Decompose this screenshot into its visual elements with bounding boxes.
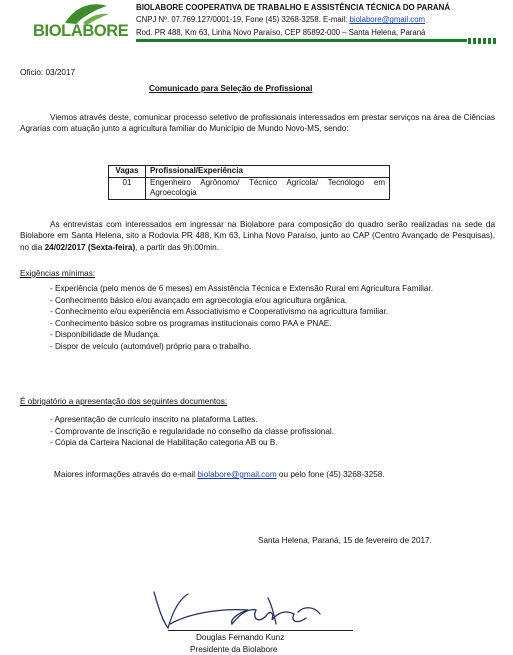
header-rule — [136, 39, 467, 42]
table-row — [109, 177, 390, 199]
interview-text-b: , a partir das 9h:00min. — [135, 242, 219, 252]
documents-heading: É obrigatório a apresentação dos seguintes documentos: — [20, 397, 228, 406]
requirements-heading: Exigências mínimas: — [20, 269, 96, 278]
info-email-link[interactable]: biolabore@gmail.com — [197, 470, 277, 479]
interview-date: 24/02/2017 (Sexta-feira) — [44, 242, 136, 252]
list-item: - Conhecimento básico sobre os programas institucionais como PAA e PNAE. — [50, 318, 332, 328]
list-item: - Disponibilidade de Mudança. — [50, 330, 161, 340]
contact-info — [54, 469, 385, 480]
documents-list — [20, 414, 495, 449]
interview-paragraph — [20, 219, 495, 253]
header-email-link[interactable]: biolabore@gmail.com — [349, 15, 426, 25]
interview-text-a: As entrevistas com interessados em ingressar na Biolabore para composição do quadro serão realizadas na sede da Biolabore em Santa Helena, sito a Rodovia PR 488, Km 63, Linha Novo Paraíso, junto ao CAP (Centro Avançado de Pesquisas), no dia — [20, 220, 495, 252]
biolabore-logo — [33, 3, 133, 43]
list-item: - Experiência (pelo menos de 6 meses) em Assistência Técnica e Extensão Rural em Agricultura Familiar. — [50, 284, 434, 293]
cell-profissional: Engenheiro Agrônomo/ Técnico Agrícola/ Tecnólogo em Agroecologia — [146, 177, 390, 199]
signer-name: Douglas Fernando Kunz — [196, 633, 285, 642]
signature-line — [168, 630, 353, 631]
list-item: - Apresentação de currículo inscrito na plataforma Lattes. — [50, 415, 258, 424]
letterhead-info — [136, 2, 496, 39]
contact-line — [136, 14, 496, 26]
address-line: Rod. PR 488, Km 63, Linha Novo Paraíso, CEP 85892-000 – Santa Helena, Paraná — [136, 27, 426, 37]
signer-role: Presidente da Biolabore — [190, 645, 278, 654]
table-header-row — [109, 166, 390, 178]
list-item: - Dispor de veículo (automóvel) próprio para o trabalho. — [50, 341, 252, 351]
document-date: Santa Helena, Paraná, 15 de fevereiro de 2017. — [258, 536, 432, 545]
header-vagas: Vagas — [109, 166, 146, 178]
header-profissional: Profissional/Experiência — [146, 166, 390, 178]
cell-vagas: 01 — [109, 177, 146, 199]
document-title: Comunicado para Seleção de Profissional — [149, 84, 313, 93]
header-stripes — [468, 38, 498, 44]
cnpj-phone: CNPJ Nº. 07.769.127/0001-19, Fone (45) 3268-3258. E-mail: — [136, 15, 350, 25]
info-text-a: Maiores informações através do e-mail — [54, 470, 198, 479]
list-item: - Conhecimento básico e/ou avançado em agroecologia e/ou agricultura orgânica. — [50, 295, 348, 305]
list-item: - Conhecimento e/ou experiência em Associativismo e Cooperativismo na agricultura familiar. — [50, 307, 389, 317]
intro-text: Viemos através deste, comunicar processo seletivo de profissionais interessados em prestar serviços na área de Ciências Agrarias com atuação junto a agricultura familiar do Município de Mundo Novo-MS, sendo: — [20, 113, 495, 134]
logo-text: BIOLABORE — [33, 22, 129, 40]
info-text-b: ou pelo fone (45) 3268-3258. — [276, 470, 385, 479]
requirements-list — [20, 283, 495, 353]
org-name: BIOLABORE COOPERATIVA DE TRABALHO E ASSISTÊNCIA TÉCNICA DO PARANÁ — [136, 3, 451, 12]
intro-paragraph — [20, 112, 495, 135]
list-item: - Cópia da Carteira Nacional de Habilitação categoria AB ou B. — [50, 438, 278, 448]
vacancy-table — [108, 165, 390, 200]
list-item: - Comprovante de inscrição e regularidade no conselho da classe profissional. — [50, 426, 334, 436]
oficio-number: Oficio: 03/2017 — [20, 68, 76, 77]
handwritten-signature — [148, 584, 328, 636]
